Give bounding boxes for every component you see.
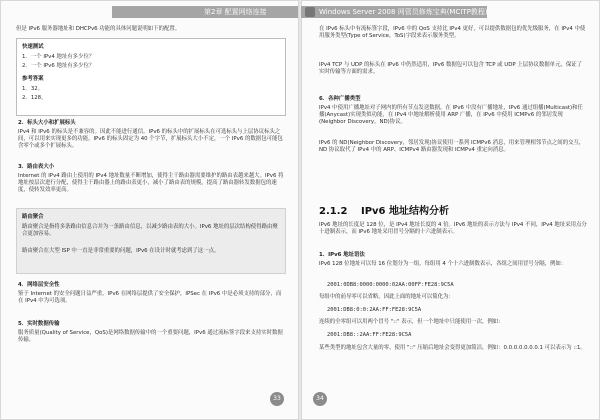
ipv6-syntax-title: 1．IPv6 地址语法 xyxy=(319,252,365,258)
book-logo-icon xyxy=(305,7,315,17)
left-section-5-body: 服务质量(Quality of Service，QoS)是网络数据传输中的一个重要问题，IPv6 通过流标签字段来支持实时数据传输。 xyxy=(18,330,283,344)
right-page xyxy=(301,0,600,420)
left-section-2-title: 2．标头大小和扩展标头 xyxy=(18,120,76,126)
answer-2: 2．128。 xyxy=(22,95,47,101)
ipv6-address-example-1: 2001:0DB8:0000:0000:02AA:00FF:FE28:9C5A xyxy=(327,282,454,288)
ipv6-address-example-2: 2001:DB8:0:0:2AA:FF:FE28:9C5A xyxy=(327,307,422,313)
left-section-3-body: Internet 的 IPv4 路由上使用的 IPv4 地址数量不断增加，使得主干路由器需要维护的路由表越来越大。IPv6 将地址按层次进行分配，使得主干路由器上的路由表更小，减小了路由表的规模，提高了路由器转发数据包的速度，使转发效率更高。 xyxy=(18,173,284,194)
right-header-title: Windows Server 2008 网管员修炼宝典(MCITP教程) xyxy=(319,8,488,16)
left-intro: 但是 IPv6 服务器地址和 DHCPv6 功能的具体问题说明如下的配置。 xyxy=(16,26,181,32)
right-para-2: IPv4 TCP 与 UDP 的标头在 IPv6 中仍然适用，IPv6 数据包可以包含 TCP 或 UDP 上层协议数据单元，保证了实时传输等方面的需求。 xyxy=(319,62,583,76)
answer-1: 1．32。 xyxy=(22,86,44,92)
routing-aggregation-body: 路由聚合是指将多条路由信息合并为一条路由信息，以减少路由表的大小。IPv6 地址的层次结构使得路由聚合更加容易。 xyxy=(22,224,278,238)
right-para-1: 在 IPv6 标头中有流标签字段，IPv6 中的 QoS 支持比 IPv4 更好，可以提供数据包的优先级服务，在 IPv4 中使用服务类型(Type of Service，ToS)字段来表示服务类型。 xyxy=(319,26,586,40)
left-header xyxy=(112,6,298,18)
right-section-6-body-2: IPv6 的 ND(Neighbor Discovery，邻居发现)协议使用一系列 ICMPv6 消息，用来管理相邻节点之间的交互，ND 协议取代了 IPv4 中的 ARP、ICMPv4 路由器发现和 ICMPv4 重定向消息。 xyxy=(319,140,585,154)
right-section-6-body: IPv4 中使用广播地址对子网内的所有节点发送数据，在 IPv6 中没有广播地址，IPv6 通过组播(Multicast)和任播(Anycast)实现类似功能，在 IPv4 中地址解析使用 ARP 广播，在 IPv6 中使用 ICMPv6 的邻居发现(Neighbor Discovery，ND)协议。 xyxy=(319,105,583,126)
routing-aggregation-body-2: 路由聚合在大型 ISP 中一直是非常重要的问题，IPv6 在设计时就考虑到了这一点。 xyxy=(22,248,220,254)
quick-test-label: 快速测试 xyxy=(22,44,44,50)
right-para-5: 连续的全零组可以用两个冒号 "::" 表示，但一个地址中只能使用一次，例如： xyxy=(319,319,504,325)
section-title: IPv6 地址结构分析 xyxy=(360,206,449,217)
routing-aggregation-title: 路由聚合 xyxy=(22,214,44,220)
quick-test-q2: 2．一个 IPv6 地址有多少位？ xyxy=(22,63,95,69)
ipv6-address-example-3: 2001:DB8::2AA:FF:FE28:9C5A xyxy=(327,332,412,338)
left-section-5-title: 5．实时数据传输 xyxy=(18,321,60,327)
right-para-3: IPv6 地址的长度是 128 位，是 IPv4 地址长度的 4 倍。IPv6 地址的表示方法与 IPv4 不同，IPv4 地址采用点分十进制表示，而 IPv6 地址采用冒号分隔的十六进制表示。 xyxy=(319,222,587,236)
routing-aggregation-box xyxy=(16,208,286,274)
left-page-number: 33 xyxy=(270,392,284,406)
answers-label: 参考答案 xyxy=(22,76,44,82)
section-number: 2.1.2 xyxy=(319,206,348,217)
right-page-number: 34 xyxy=(313,392,327,406)
left-section-3-title: 3．路由表大小 xyxy=(18,164,55,170)
right-header xyxy=(301,6,487,18)
left-section-4-body: 鉴于 Internet 的安全问题日益严重，IPv6 在网络层提供了安全保护，IPSec 在 IPv6 中是必须支持的部分，而在 IPv4 中为可选项。 xyxy=(18,291,282,305)
left-section-2-body: IPv4 和 IPv6 的标头是不兼容的。因此不能进行通信。IPv6 的标头中的扩展标头在可选标头与上层协议标头之间，可以用来实现更多的功能。IPv6 的标头固定为 40 个字节，扩展标头大小不定，一个 IPv6 的数据包可能包含零个或多个扩展标头。 xyxy=(18,129,283,150)
left-section-4-title: 4．网络层安全性 xyxy=(18,282,60,288)
left-page xyxy=(0,0,299,420)
right-para-4: 每组中的前导零可以省略，因此上面的地址可以简化为： xyxy=(319,294,454,300)
ipv6-syntax-body: IPv6 128 位地址可以每 16 位划分为一组，每组用 4 个十六进制数表示，各组之间用冒号分隔，例如： xyxy=(319,261,567,267)
left-header-title: 第2章 配置网络连接 xyxy=(204,8,267,16)
quick-test-q1: 1．一个 IPv4 地址有多少位？ xyxy=(22,54,95,60)
right-section-6-title: 6．各种广播类型 xyxy=(319,96,361,102)
right-para-6: 某些类型的地址包含大量的零，使用 "::" 压缩后地址会变得更加简洁，例如：0.0.0.0.0.0.0.1 可以表示为 ::1。 xyxy=(319,345,586,351)
section-heading xyxy=(319,206,594,218)
quick-test-box xyxy=(16,38,286,116)
